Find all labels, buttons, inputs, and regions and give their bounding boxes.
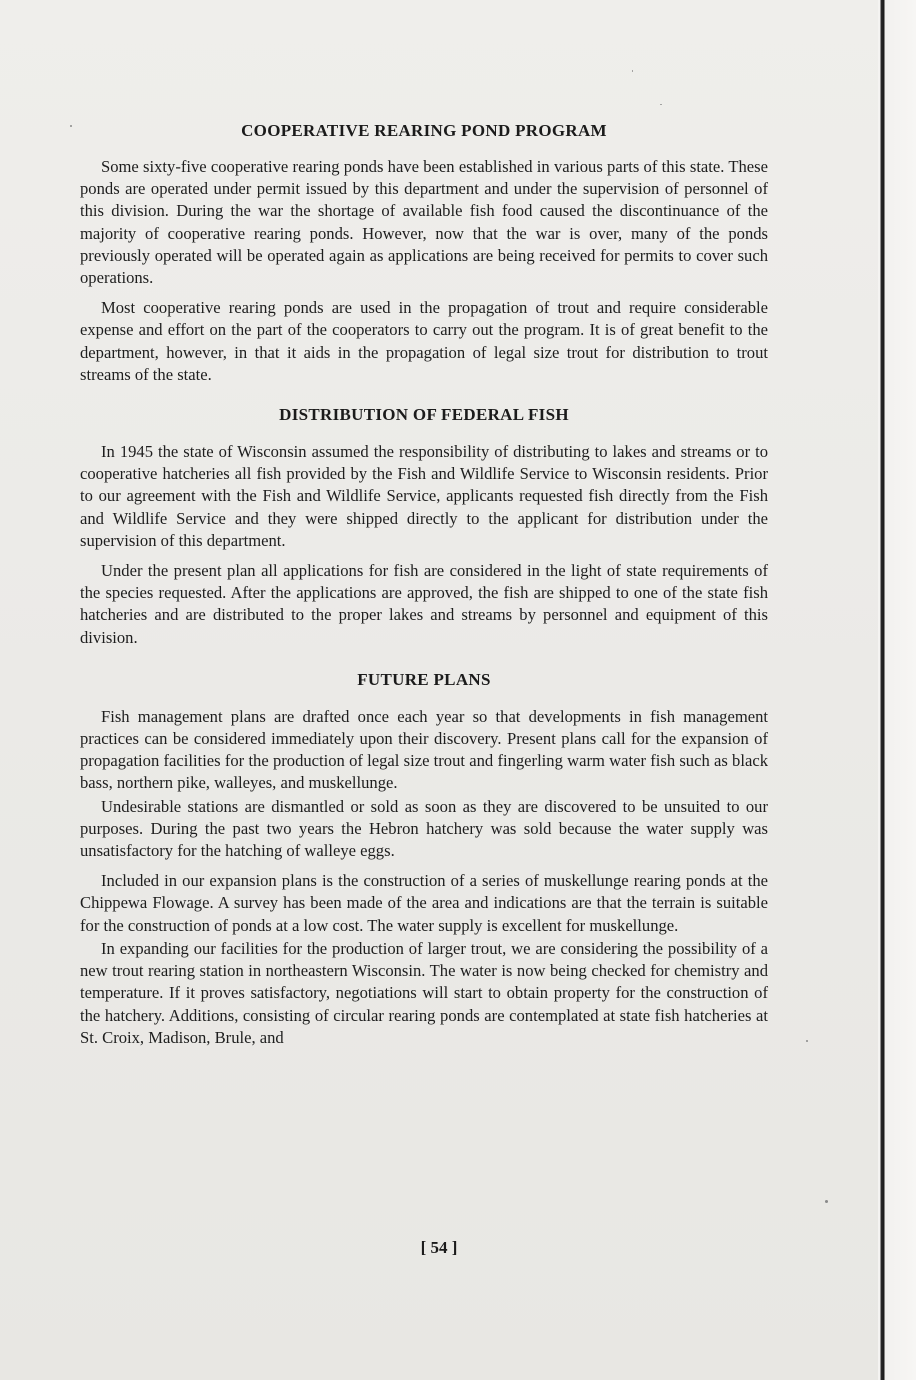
page-number: [ 54 ] xyxy=(420,1238,458,1257)
section-heading-distribution-federal-fish: DISTRIBUTION OF FEDERAL FISH xyxy=(279,405,569,425)
paragraph: Under the present plan all applications for fish are considered in the light of state requirements of the species requested. After the applications are approved, the fish are shipped to one of the state fish hatcheries and are distributed to the proper lakes and streams by personnel and equipment of this division. xyxy=(80,561,768,647)
paper-speck xyxy=(632,70,633,72)
page-binding-edge xyxy=(878,0,916,1380)
paragraph: Included in our expansion plans is the construction of a series of muskellunge rearing ponds at the Chippewa Flowage. A survey has been made of the area and indications are that the terrain is suitable for the construction of ponds at a low cost. The water supply is excellent for muskellunge. xyxy=(80,871,768,935)
section-heading-cooperative-rearing: COOPERATIVE REARING POND PROGRAM xyxy=(241,121,607,140)
paragraph: Undesirable stations are dismantled or sold as soon as they are discovered to be unsuited to our purposes. During the past two years the Hebron hatchery was sold because the water supply was unsatisfactory for the hatching of walleye eggs. xyxy=(80,796,768,861)
paper-speck xyxy=(660,104,662,105)
page-content xyxy=(80,118,768,1049)
paragraph: Fish management plans are drafted once each year so that developments in fish management practices can be considered immediately upon their discovery. Present plans call for the expansion of propagation facilities for the production of legal size trout and fingerling warm water fish such as black bass, northern pike, walleyes, and muskellunge. xyxy=(80,706,768,793)
paper-speck xyxy=(806,1040,808,1042)
paragraph: In expanding our facilities for the production of larger trout, we are considering the possibility of a new trout rearing station in northeastern Wisconsin. The water is now being checked for chemistry and temperature. If it proves satisfactory, negotiations will start to obtain property for the construction of the hatchery. Additions, consisting of circular rearing ponds are contemplated at state fish hatcheries at St. Croix, Madison, Brule, and xyxy=(80,938,768,1047)
paper-speck xyxy=(70,125,72,127)
paragraph: Most cooperative rearing ponds are used in the propagation of trout and require considerable expense and effort on the part of the cooperators to carry out the program. It is of great benefit to the department, however, in that it aids in the propagation of legal size trout for distribution to trout streams of the state. xyxy=(80,298,768,384)
section-heading-future-plans: FUTURE PLANS xyxy=(357,669,491,689)
paper-speck xyxy=(825,1200,828,1203)
paragraph: In 1945 the state of Wisconsin assumed the responsibility of distributing to lakes and streams or to cooperative hatcheries all fish provided by the Fish and Wildlife Service to Wisconsin residents. Prior to our agreement with the Fish and Wildlife Service, applicants requested fish directly from the Fish and Wildlife Service and they were shipped directly to the applicant for distribution under the supervision of this department. xyxy=(80,442,768,550)
paragraph: Some sixty-five cooperative rearing ponds have been established in various parts of this state. These ponds are operated under permit issued by this department and under the supervision of personnel of this division. During the war the shortage of available fish food caused the discontinuance of the majority of cooperative rearing ponds. However, now that the war is over, many of the ponds previously operated will be operated again as applications are being received for permits to cover such operations. xyxy=(80,157,768,288)
